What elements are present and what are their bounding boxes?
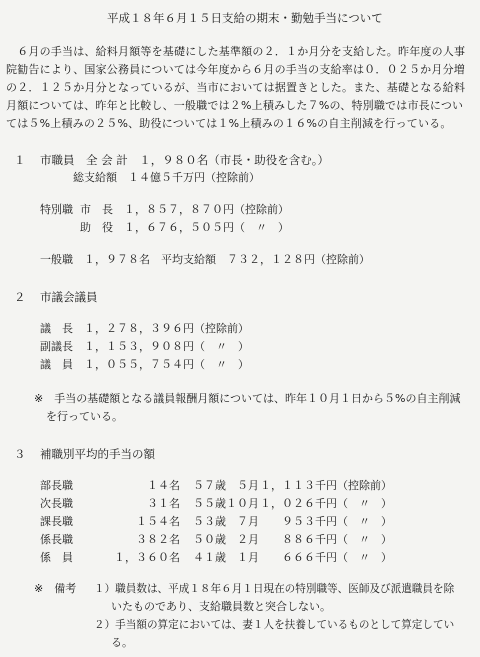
section-1-heading: 市職員 全 会 計 １，９８０名（市長・助役を含む。）	[40, 153, 330, 167]
count-cell: ３１名	[147, 497, 180, 510]
age-cell: ５７歳 ５月	[193, 479, 259, 492]
chair-row: 議 長 １，２７８，３９６円（控除前）	[40, 322, 249, 335]
amount-cell: １，１１３千円（控除前）	[260, 479, 392, 492]
intro-line-1: ６月の手当は、給料月額等を基礎にした基準額の２．１か月分を支給した。昨年度の人事	[6, 45, 466, 58]
remark-1-line-2: いたものであり、支給職員数と突合しない。	[111, 600, 331, 613]
section-2-note-line-2: を行っている。	[46, 410, 123, 423]
age-cell: ５３歳 ７月	[193, 515, 259, 528]
section-1-total: 総支給額 １４億５千万円（控除前）	[73, 171, 260, 184]
section-2-note-line-1: ※ 手当の基礎額となる議員報酬月額については、昨年１０月１日から５%の自主削減	[34, 392, 461, 405]
remarks-label: ※ 備考	[34, 582, 77, 595]
section-3-heading: 補職別平均的手当の額	[40, 447, 155, 461]
section-2-number: ２	[14, 290, 26, 304]
age-cell: ４１歳 １月	[193, 551, 259, 564]
intro-line-2: 院勧告により、国家公務員については今年度から６月の手当の支給率は０．０２５か月分増	[6, 63, 465, 76]
post-cell: 係長職	[40, 533, 73, 546]
post-cell: 係 員	[40, 551, 73, 564]
age-cell: ５０歳 ２月	[193, 533, 259, 546]
amount-cell: ６６６千円（ 〃 ）	[282, 551, 392, 564]
section-2-heading: 市議会議員	[40, 290, 98, 304]
document-title: 平成１８年６月１５日支給の期末・勤勉手当について	[107, 11, 383, 25]
count-cell: １５４名	[136, 515, 180, 528]
section-3-number: ３	[14, 447, 26, 461]
age-cell: ５５歳１０月	[193, 497, 259, 510]
amount-cell: ９５３千円（ 〃 ）	[282, 515, 392, 528]
count-cell: ３８２名	[136, 533, 180, 546]
general-staff-row: 一般職 １，９７８名 平均支給額 ７３２，１２８円（控除前）	[40, 253, 370, 266]
intro-line-4: 月額については、昨年と比較し、一般職では２%上積みした７%の、特別職では市長につい	[6, 99, 464, 112]
intro-line-5: ては５%上積みの２５%、助役については１%上積みの１６%の自主削減を行っている。	[6, 117, 452, 130]
section-1-number: １	[14, 153, 26, 167]
remark-2-line-1: ２）手当額の算定においては、妻１人を扶養しているものとして算定してい	[94, 619, 455, 631]
member-row: 議 員 １，０５５，７５４円（ 〃 ）	[40, 358, 249, 371]
intro-line-3: の２．１２５か月分となっているが、当市においては据置きとした。また、基礎となる給料	[6, 81, 466, 94]
deputy-mayor-row: 助 役 １，６７６，５０５円（ 〃 ）	[80, 221, 289, 234]
mayor-row: 市 長 １，８５７，８７０円（控除前）	[80, 203, 289, 216]
special-staff-label: 特別職	[40, 203, 73, 216]
amount-cell: ８８６千円（ 〃 ）	[282, 533, 392, 546]
amount-cell: １，０２６千円（ 〃 ）	[260, 497, 392, 510]
post-cell: 部長職	[40, 479, 73, 492]
vice-chair-row: 副議長 １，１５３，９０８円（ 〃 ）	[40, 340, 249, 353]
post-cell: 次長職	[40, 497, 73, 510]
remark-1-line-1: １）職員数は、平成１８年６月１日現在の特別職等、医師及び派遣職員を除	[94, 583, 455, 595]
count-cell: １，３６０名	[114, 551, 180, 564]
post-cell: 課長職	[40, 515, 73, 528]
count-cell: １４名	[147, 479, 180, 492]
remark-2-line-2: る。	[111, 636, 133, 649]
